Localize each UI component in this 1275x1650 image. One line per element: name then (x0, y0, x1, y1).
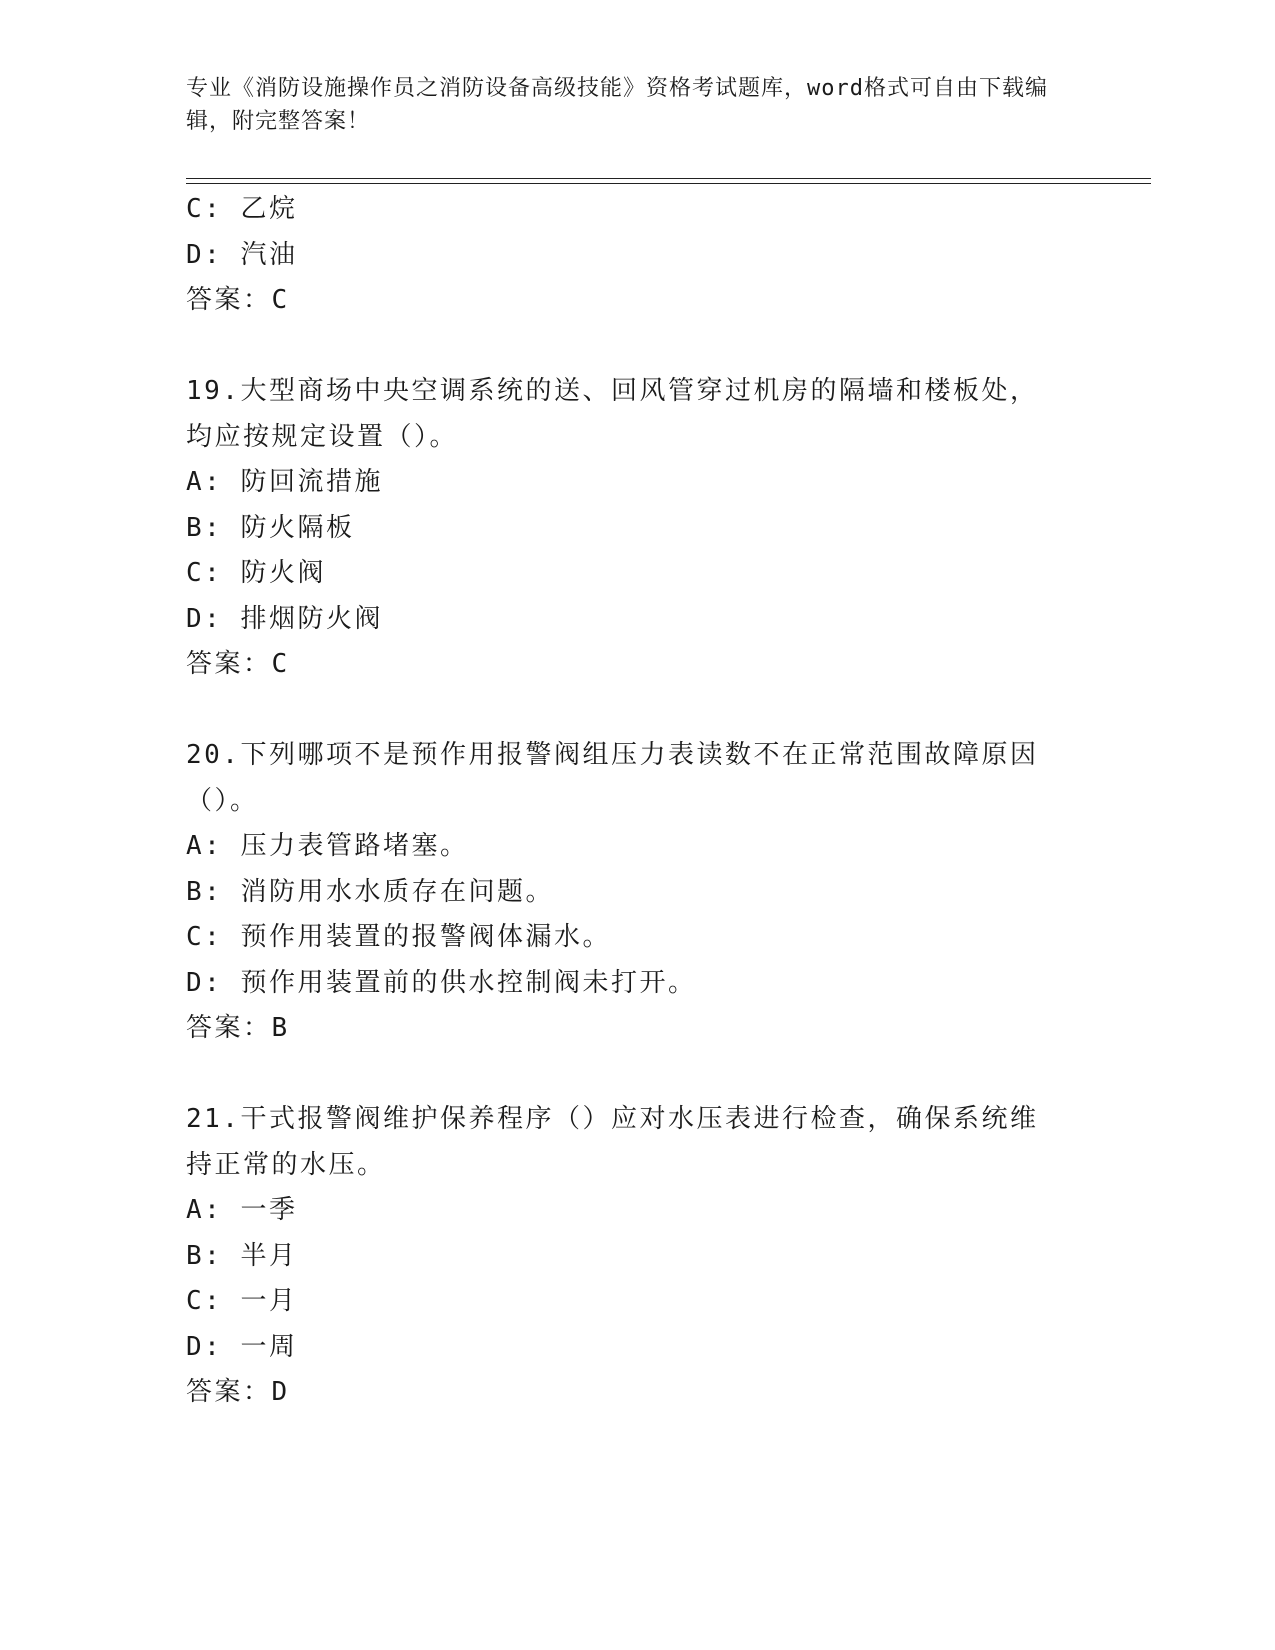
option-d (186, 1325, 1086, 1371)
option-text: 一周 (240, 1331, 298, 1362)
option-text: 乙烷 (240, 194, 298, 224)
option-letter: A: (186, 467, 223, 497)
answer-line: 答案：D (186, 1377, 290, 1407)
option-text: 预作用装置前的供水控制阀未打开。 (240, 967, 697, 998)
option-letter: C: (186, 922, 223, 952)
question-19 (186, 369, 1086, 688)
option-text: 预作用装置的报警阀体漏水。 (240, 922, 611, 952)
option-text: 防回流措施 (240, 467, 383, 497)
option-letter: C: (186, 1286, 223, 1316)
option-a (186, 460, 1086, 506)
option-text: 排烟防火阀 (240, 603, 383, 634)
prev-question (186, 187, 1086, 324)
option-c (186, 551, 1086, 597)
option-d (186, 233, 1086, 279)
document-header: 专业《消防设施操作员之消防设备高级技能》资格考试题库，word格式可自由下载编辑，附完整答案！ (186, 76, 1048, 134)
option-a (186, 824, 1086, 870)
question-text: 19.大型商场中央空调系统的送、回风管穿过机房的隔墙和楼板处，均应按规定设置（）。 (186, 376, 1039, 452)
option-letter: D: (186, 603, 223, 634)
option-text: 汽油 (240, 239, 298, 270)
question-text: 21.干式报警阀维护保养程序（）应对水压表进行检查，确保系统维持正常的水压。 (186, 1104, 1039, 1180)
option-letter: D: (186, 239, 223, 270)
option-text: 防火隔板 (240, 512, 355, 543)
option-text: 一月 (240, 1286, 298, 1316)
option-b (186, 1234, 1086, 1280)
option-letter: D: (186, 967, 223, 998)
answer-line: 答案：C (186, 285, 290, 315)
option-text: 半月 (240, 1240, 298, 1271)
option-d (186, 597, 1086, 643)
option-text: 防火阀 (240, 558, 326, 588)
option-b (186, 870, 1086, 916)
option-letter: B: (186, 1240, 223, 1271)
answer-line: 答案：C (186, 649, 290, 679)
header-divider-bottom (186, 183, 1151, 184)
question-20 (186, 733, 1086, 1052)
question-content (186, 187, 1086, 1416)
option-c (186, 1279, 1086, 1325)
header-divider-top (186, 178, 1151, 179)
option-text: 一季 (240, 1195, 298, 1225)
option-b (186, 506, 1086, 552)
option-letter: D: (186, 1331, 223, 1362)
option-text: 消防用水水质存在问题。 (240, 876, 554, 907)
answer-line: 答案：B (186, 1013, 290, 1043)
option-d (186, 961, 1086, 1007)
option-a (186, 1188, 1086, 1234)
option-letter: C: (186, 194, 223, 224)
option-text: 压力表管路堵塞。 (240, 831, 469, 861)
option-c (186, 187, 1086, 233)
option-letter: A: (186, 1195, 223, 1225)
option-c (186, 915, 1086, 961)
question-text: 20.下列哪项不是预作用报警阀组压力表读数不在正常范围故障原因（）。 (186, 740, 1039, 816)
option-letter: C: (186, 558, 223, 588)
option-letter: A: (186, 831, 223, 861)
question-21 (186, 1097, 1086, 1416)
option-letter: B: (186, 876, 223, 907)
option-letter: B: (186, 512, 223, 543)
